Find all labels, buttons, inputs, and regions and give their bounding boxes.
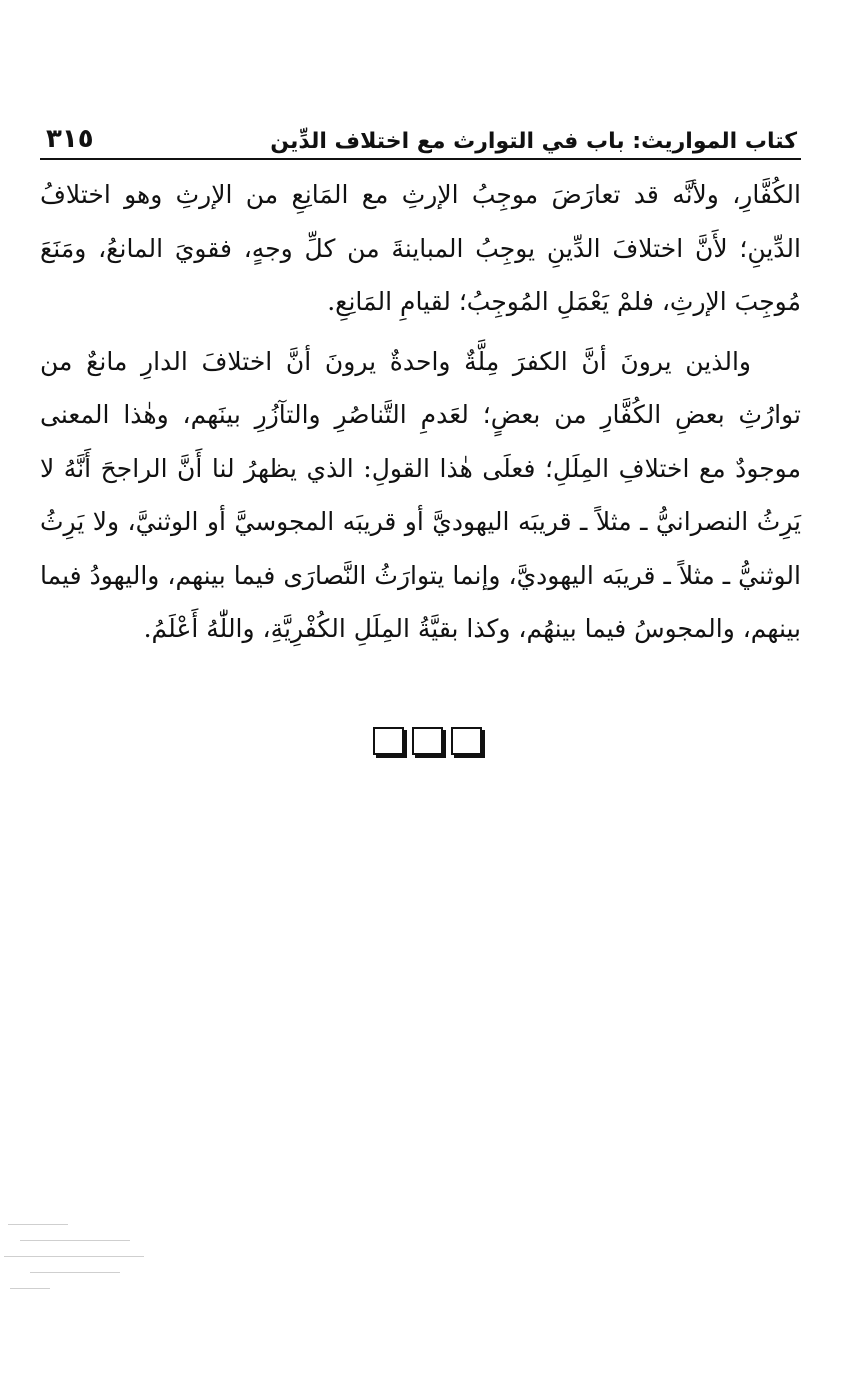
ornament-box-icon bbox=[373, 727, 404, 755]
header-rule bbox=[40, 158, 801, 160]
paragraph-2: والذين يرونَ أنَّ الكفرَ مِلَّةٌ واحدةٌ يرونَ أنَّ اختلافَ الدارِ مانعٌ من توارُثِ بعضِ الكُفَّارِ من بعضٍ؛ لعَدمِ التَّناصُرِ والتآزُرِ بينَهم، وهٰذا المعنى موجودٌ مع اختلافِ المِلَلِ؛ فعلَى هٰذا القولِ: الذي يظهرُ لنا أَنَّ الراجحَ أَنَّهُ لا يَرِثُ النصرانيُّ ـ مثلاً ـ قريبَه اليهوديَّ أو قريبَه المجوسيَّ أو الوثنيَّ، ولا يَرِثُ الوثنيُّ ـ مثلاً ـ قريبَه اليهوديَّ، وإنما يتوارَثُ النَّصارَى فيما بينهم، واليهودُ فيما بينهم، والمجوسُ فيما بينهُم، وكذا بقيَّةُ المِلَلِ الكُفْرِيَّةِ، واللّٰهُ أَعْلَمُ. bbox=[40, 346, 801, 643]
paragraph-1: الكُفَّارِ، ولأنَّه قد تعارَضَ موجِبُ الإرثِ مع المَانِعِ من الإرثِ وهو اختلافُ الدِّينِ؛ لأَنَّ اختلافَ الدِّينِ يوجِبُ المباينةَ من كلِّ وجهٍ، فقويَ المانعُ، ومَنَعَ مُوجِبَ الإرثِ، فلمْ يَعْمَلِ المُوجِبُ؛ لقيامِ المَانِعِ. bbox=[40, 180, 801, 316]
body-text bbox=[40, 168, 801, 656]
running-title: كتاب المواريث: باب في التوارث مع اختلاف الدِّين bbox=[270, 129, 797, 154]
running-header bbox=[40, 108, 799, 154]
ornament-box-icon bbox=[412, 727, 443, 755]
page-number: ٣١٥ bbox=[46, 124, 94, 154]
ornament-box-icon bbox=[451, 727, 482, 755]
section-end-ornament bbox=[0, 727, 849, 755]
scan-noise bbox=[0, 1218, 150, 1298]
